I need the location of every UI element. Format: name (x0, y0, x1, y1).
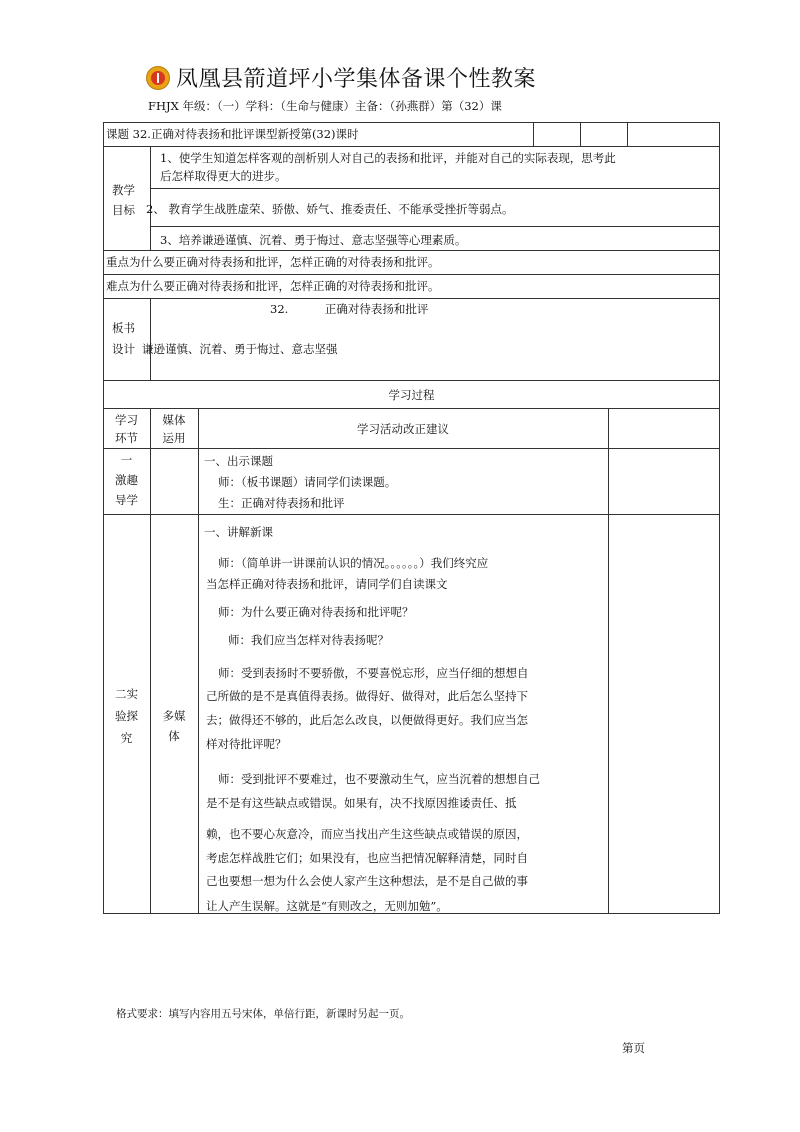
stage-1-line: 师：（板书课题）请同学们读课题。 (218, 475, 397, 489)
lesson-meta-line: FHJX 年级：（一）学科：（生命与健康）主备：（孙燕群）第（32）课 (148, 99, 502, 113)
row-divider (103, 250, 720, 251)
cell-divider (150, 298, 151, 380)
topic-row-text: 课题 32.正确对待表扬和批评课型新授第(32)课时 (106, 127, 359, 141)
stage-2-line: 赖，也不要心灰意冷，而应当找出产生这些缺点或错误的原因， (206, 827, 528, 841)
goal-2-text: 2、 教育学生战胜虚荣、骄傲、娇气、推委责任、不能承受挫折等弱点。 (146, 202, 514, 216)
col-activity-header: 学习活动改正建议 (357, 422, 449, 436)
table-border-left (103, 122, 104, 914)
goals-label: 目标 (112, 203, 135, 217)
col-stage-header: 学习 (115, 413, 138, 427)
stage-2-line: 当怎样正确对待表扬和批评，请同学们自读课文 (206, 577, 448, 591)
cell-divider (608, 408, 609, 913)
table-border-right (719, 122, 720, 914)
stage-2-line: 是不是有这些缺点或错误。如果有，决不找原因推诿责任、抵 (206, 796, 517, 810)
stage-2-line: 师：受到批评不要难过，也不要激动生气，应当沉着的想想自己 (218, 772, 540, 786)
stage-2-line: 样对待批评呢？ (206, 737, 287, 751)
goal-1-text: 后怎样取得更大的进步。 (160, 169, 287, 183)
stage-2-line: 师：我们应当怎样对待表扬呢？ (228, 633, 389, 647)
stage-1-line: 生：正确对待表扬和批评 (218, 496, 345, 510)
stage-1-label: 激趣 (115, 473, 138, 487)
row-divider (103, 380, 720, 381)
row-divider (103, 298, 720, 299)
row-divider (103, 146, 720, 147)
stage-1-line: 一、出示课题 (204, 454, 273, 468)
row-divider (103, 514, 720, 515)
page-title: 凤凰县箭道坪小学集体备课个性教案 (176, 67, 537, 92)
cell-divider (580, 122, 581, 146)
goal-3-text: 3、培养谦逊谨慎、沉着、勇于悔过、意志坚强等心理素质。 (160, 233, 467, 247)
row-divider (103, 448, 720, 449)
stage-2-line: 己也要想一想为什么会使人家产生这种想法，是不是自己做的事 (206, 874, 528, 888)
stage-2-line: 师：（简单讲一讲课前认识的情况。。。。。。）我们终究应 (218, 556, 489, 570)
stage-2-line: 一、讲解新课 (204, 525, 273, 539)
stage-2-label: 究 (120, 731, 133, 745)
col-media-header: 运用 (162, 431, 186, 445)
stage-2-line: 师：受到表扬时不要骄傲，不要喜悦忘形，应当仔细的想想自 (218, 666, 529, 680)
cell-divider (198, 408, 199, 913)
row-divider (103, 274, 720, 275)
cell-divider (533, 122, 534, 146)
goal-1-text: 1、使学生知道怎样客观的剖析别人对自己的表扬和批评，并能对自己的实际表现，思考此 (160, 151, 616, 165)
key-point-text: 重点为什么要正确对待表扬和批评，怎样正确的对待表扬和批评。 (106, 255, 440, 269)
goals-label: 教学 (112, 183, 135, 197)
process-heading: 学习过程 (388, 388, 435, 402)
row-divider (150, 188, 720, 189)
board-design-label: 板书 (112, 321, 135, 335)
board-title: 32. 正确对待表扬和批评 (270, 302, 429, 316)
stage-2-media: 体 (168, 729, 180, 743)
stage-2-label: 二实 (115, 687, 138, 701)
cell-divider (150, 408, 151, 913)
stage-2-media: 多媒 (162, 709, 186, 723)
stage-2-line: 己所做的是不是真值得表扬。做得好、做得对，此后怎么坚持下 (206, 689, 528, 703)
stage-2-label: 验探 (115, 709, 138, 723)
school-logo-icon (146, 66, 170, 90)
col-media-header: 媒体 (162, 413, 186, 427)
stage-2-line: 去；做得还不够的，此后怎么改良，以便做得更好。我们应当怎 (206, 713, 528, 727)
row-divider (150, 226, 720, 227)
stage-2-line: 师：为什么要正确对待表扬和批评呢？ (218, 605, 414, 619)
row-divider (103, 408, 720, 409)
stage-2-line: 让人产生误解。这就是“有则改之，无则加勉”。 (206, 899, 448, 913)
board-design-label: 设计 (112, 342, 135, 356)
format-requirement-note: 格式要求：填写内容用五号宋体，单倍行距，新课时另起一页。 (116, 1008, 410, 1020)
difficulty-text: 难点为什么要正确对待表扬和批评，怎样正确的对待表扬和批评。 (106, 279, 440, 293)
cell-divider (150, 146, 151, 250)
cell-divider (627, 122, 628, 146)
page-number: 第页 (622, 1041, 645, 1055)
stage-2-line: 考虑怎样战胜它们；如果没有，也应当把情况解释清楚，同时自 (206, 851, 528, 865)
board-content: 谦逊谨慎、沉着、勇于悔过、意志坚强 (142, 342, 338, 356)
stage-1-label: 一 (120, 453, 133, 467)
col-stage-header: 环节 (115, 431, 138, 445)
stage-1-label: 导学 (115, 493, 138, 507)
